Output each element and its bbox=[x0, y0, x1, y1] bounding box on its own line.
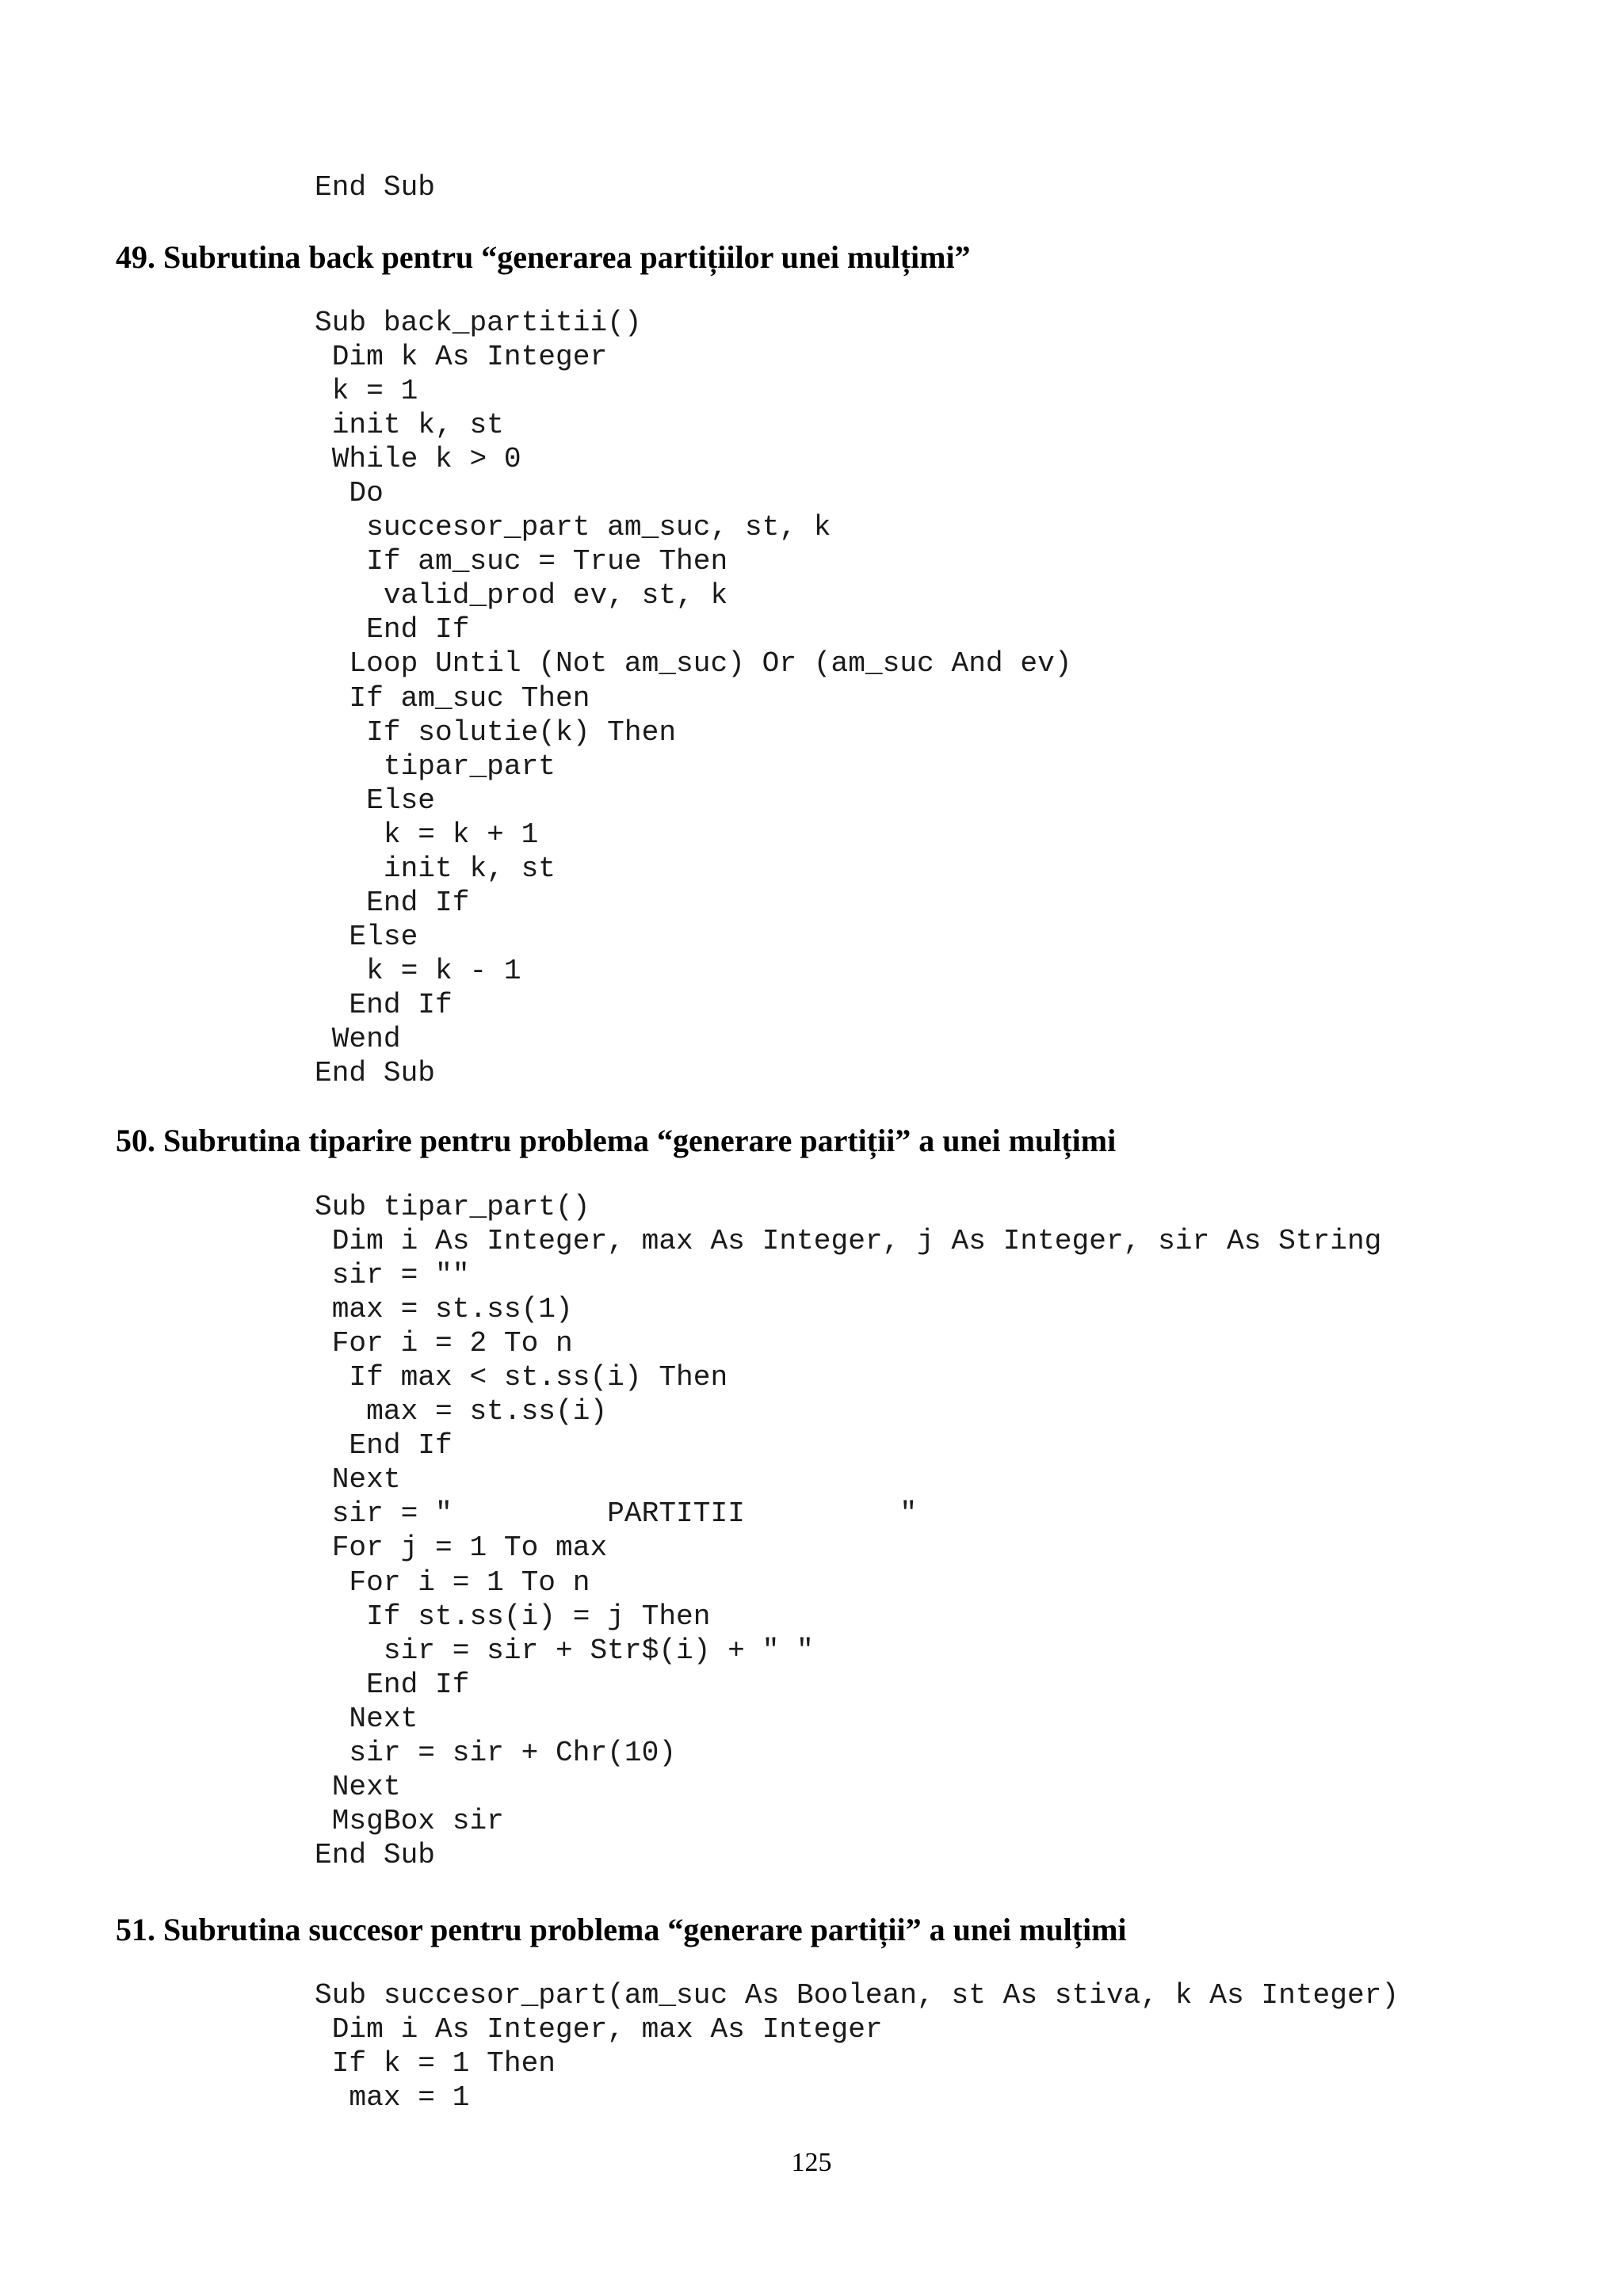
code-line: max = 1 bbox=[315, 2081, 470, 2115]
code-line: End If bbox=[315, 1429, 453, 1463]
code-line: If max < st.ss(i) Then bbox=[315, 1361, 728, 1394]
code-line: max = st.ss(i) bbox=[315, 1395, 608, 1428]
code-line: Sub succesor_part(am_suc As Boolean, st As stiva, k As Integer) bbox=[315, 1979, 1400, 2012]
code-line: Else bbox=[315, 920, 418, 953]
code-line: Dim k As Integer bbox=[315, 341, 608, 374]
code-line: Next bbox=[315, 1770, 401, 1803]
code-line: End Sub bbox=[315, 1057, 436, 1090]
code-line: Wend bbox=[315, 1022, 401, 1055]
code-line: If k = 1 Then bbox=[315, 2047, 556, 2081]
code-line: init k, st bbox=[315, 852, 556, 885]
code-line: max = st.ss(1) bbox=[315, 1293, 573, 1326]
code-line: Sub back_partitii() bbox=[315, 307, 642, 339]
section-heading-51: 51. Subrutina succesor pentru problema “generare partiții” a unei mulțimi bbox=[116, 1912, 1127, 1947]
code-line: Sub tipar_part() bbox=[315, 1191, 590, 1223]
code-line: Next bbox=[315, 1463, 401, 1497]
code-line: Else bbox=[315, 784, 436, 817]
code-line: End If bbox=[315, 1668, 470, 1701]
code-line: k = k - 1 bbox=[315, 954, 521, 987]
code-line: init k, st bbox=[315, 409, 504, 442]
section-heading-50: 50. Subrutina tiparire pentru problema “generare partiții” a unei mulțimi bbox=[116, 1123, 1117, 1158]
code-line: If am_suc = True Then bbox=[315, 545, 728, 578]
code-line: sir = sir + Str$(i) + " " bbox=[315, 1634, 814, 1667]
code-line: Dim i As Integer, max As Integer bbox=[315, 2013, 883, 2046]
code-line: End If bbox=[315, 613, 470, 646]
code-line: If am_suc Then bbox=[315, 681, 590, 715]
code-line: End Sub bbox=[315, 1838, 436, 1871]
code-line: End Sub bbox=[315, 171, 436, 204]
code-line: MsgBox sir bbox=[315, 1804, 504, 1837]
code-line: While k > 0 bbox=[315, 443, 521, 476]
code-line: succesor_part am_suc, st, k bbox=[315, 511, 831, 544]
code-line: sir = " PARTITII " bbox=[315, 1497, 918, 1531]
code-line: Do bbox=[315, 477, 384, 510]
page-number: 125 bbox=[791, 2148, 832, 2177]
code-line: sir = sir + Chr(10) bbox=[315, 1736, 677, 1769]
code-block-top bbox=[315, 170, 435, 204]
code-line: For j = 1 To max bbox=[315, 1531, 608, 1565]
code-block-51 bbox=[315, 1978, 1399, 2115]
code-line: If st.ss(i) = j Then bbox=[315, 1600, 711, 1633]
code-line: For i = 2 To n bbox=[315, 1327, 573, 1360]
code-line: For i = 1 To n bbox=[315, 1566, 590, 1599]
code-line: k = k + 1 bbox=[315, 818, 539, 851]
code-line: tipar_part bbox=[315, 749, 556, 783]
code-line: k = 1 bbox=[315, 375, 418, 408]
code-line: Next bbox=[315, 1702, 418, 1735]
code-line: sir = "" bbox=[315, 1259, 470, 1292]
code-line: End If bbox=[315, 886, 470, 919]
code-block-49 bbox=[315, 306, 1072, 1090]
section-heading-49: 49. Subrutina back pentru “generarea partițiilor unei mulțimi” bbox=[116, 239, 971, 275]
code-line: If solutie(k) Then bbox=[315, 715, 677, 749]
code-line: End If bbox=[315, 988, 453, 1021]
code-line: Loop Until (Not am_suc) Or (am_suc And ev) bbox=[315, 647, 1072, 681]
code-line: valid_prod ev, st, k bbox=[315, 579, 728, 612]
code-block-50 bbox=[315, 1190, 1381, 1872]
code-line: Dim i As Integer, max As Integer, j As Integer, sir As String bbox=[315, 1225, 1382, 1258]
